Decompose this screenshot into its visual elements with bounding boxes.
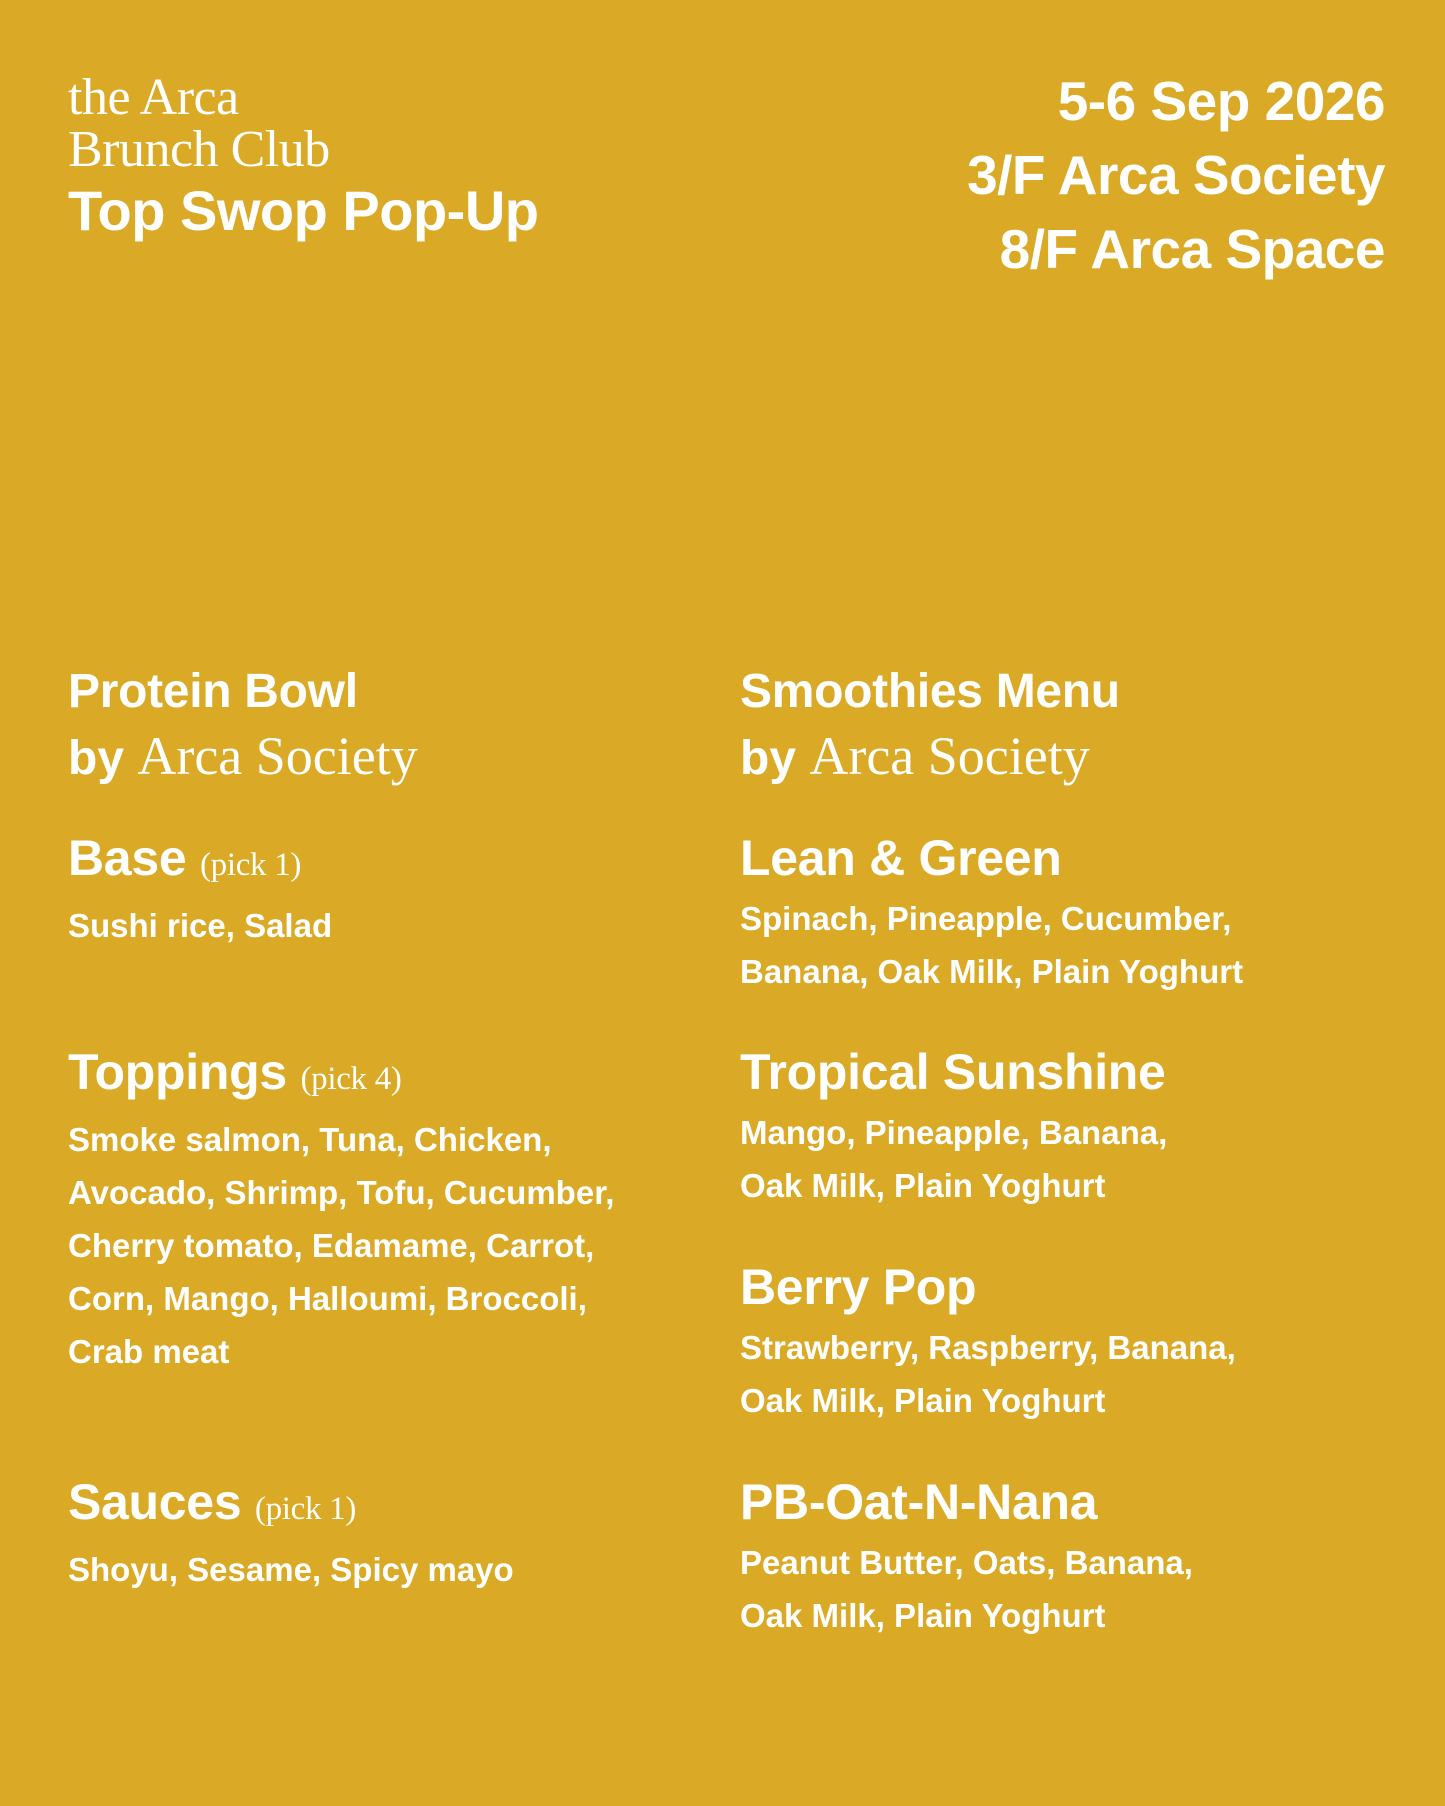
smoothie-lean-green: [740, 828, 1243, 998]
item-line: Cherry tomato, Edamame, Carrot,: [68, 1227, 595, 1264]
pick-note: (pick 4): [300, 1061, 402, 1097]
pick-note: (pick 1): [199, 847, 302, 883]
byline-name: Arca Society: [809, 726, 1090, 786]
section-heading: [68, 828, 332, 895]
section-name: Toppings: [68, 1044, 287, 1100]
item-line: Crab meat: [68, 1333, 230, 1370]
item-line: Avocado, Shrimp, Tofu, Cucumber,: [68, 1174, 615, 1211]
event-info: [967, 64, 1385, 286]
brand-name-line2: Brunch Club: [68, 121, 330, 178]
event-venue-1: 3/F Arca Society: [967, 144, 1385, 206]
byline-name: Arca Society: [137, 726, 418, 786]
item-line: Oak Milk, Plain Yoghurt: [740, 1167, 1106, 1204]
item-line: Banana, Oak Milk, Plain Yoghurt: [740, 953, 1244, 990]
item-line: Oak Milk, Plain Yoghurt: [740, 1382, 1106, 1419]
brand-block: [68, 69, 539, 244]
section-items: Shoyu, Sesame, Spicy mayo: [68, 1551, 514, 1588]
smoothie-ingredients: [740, 892, 1243, 998]
smoothie-name: Tropical Sunshine: [740, 1044, 1166, 1100]
event-date: 5-6 Sep 2026: [1057, 70, 1385, 132]
smoothie-ingredients: [740, 1536, 1193, 1642]
smoothies-column: [740, 660, 1400, 1634]
smoothie-tropical-sunshine: [740, 1042, 1167, 1212]
item-line: Oak Milk, Plain Yoghurt: [740, 1597, 1106, 1634]
smoothies-byline: [740, 724, 1400, 791]
smoothie-name: Lean & Green: [740, 830, 1062, 886]
smoothie-ingredients: [740, 1106, 1167, 1212]
base-section: [68, 828, 332, 952]
section-items: Sushi rice, Salad: [68, 907, 333, 944]
item-line: Spinach, Pineapple, Cucumber,: [740, 900, 1232, 937]
smoothie-ingredients: [740, 1321, 1236, 1427]
section-name: Base: [68, 830, 187, 886]
event-venue-2: 8/F Arca Space: [999, 218, 1385, 280]
pick-note: (pick 1): [254, 1491, 357, 1527]
sauces-section: [68, 1472, 514, 1596]
item-line: Peanut Butter, Oats, Banana,: [740, 1544, 1193, 1581]
byline-prefix: by: [740, 732, 797, 785]
item-line: Corn, Mango, Halloumi, Broccoli,: [68, 1280, 587, 1317]
section-heading: [68, 1042, 614, 1109]
protein-bowl-column: [68, 660, 698, 1588]
event-title: Top Swop Pop-Up: [68, 179, 539, 242]
protein-bowl-title: Protein Bowl: [68, 665, 358, 718]
item-line: Smoke salmon, Tuna, Chicken,: [68, 1121, 552, 1158]
smoothie-berry-pop: [740, 1257, 1236, 1427]
section-name: Sauces: [68, 1474, 242, 1530]
section-items: [68, 1113, 614, 1378]
smoothies-title: Smoothies Menu: [740, 665, 1120, 718]
protein-bowl-byline: [68, 724, 698, 791]
item-line: Mango, Pineapple, Banana,: [740, 1114, 1168, 1151]
smoothie-name: PB-Oat-N-Nana: [740, 1474, 1098, 1530]
smoothie-pb-oat-n-nana: [740, 1472, 1193, 1642]
toppings-section: [68, 1042, 614, 1378]
section-heading: [68, 1472, 514, 1539]
item-line: Strawberry, Raspberry, Banana,: [740, 1329, 1236, 1366]
brand-name-line1: the Arca: [68, 69, 239, 126]
byline-prefix: by: [68, 732, 125, 785]
smoothie-name: Berry Pop: [740, 1259, 977, 1315]
